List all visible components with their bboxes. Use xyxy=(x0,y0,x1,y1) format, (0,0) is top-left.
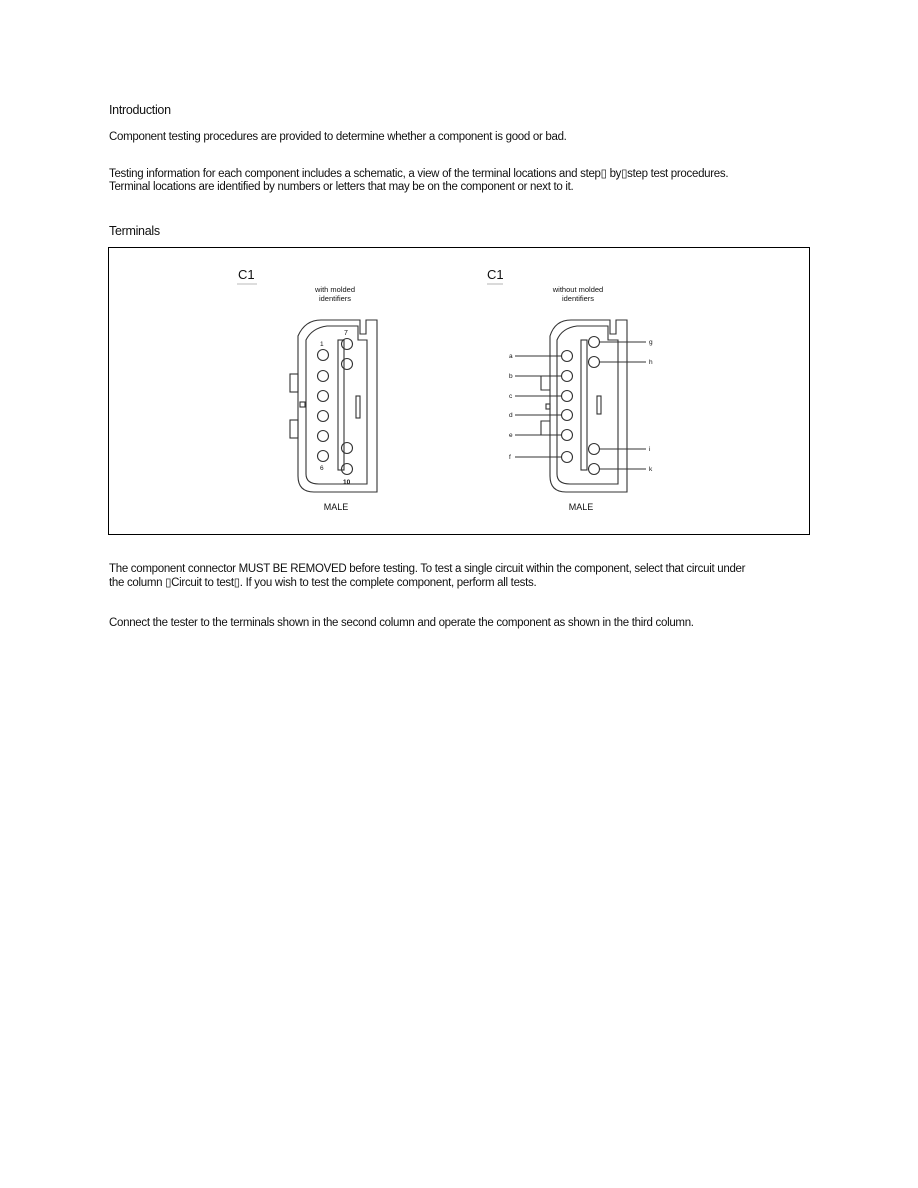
terminals-heading: Terminals xyxy=(109,224,160,238)
terminal-info-line-2: Terminal locations are identified by numbers or letters that may be on the component or next to it. xyxy=(109,181,574,193)
terminal-letter-h: h xyxy=(649,359,653,366)
terminal-letter-b: b xyxy=(509,373,513,380)
left-gender-label: MALE xyxy=(323,502,349,512)
terminal-info-line-1: Testing information for each component includes a schematic, a view of the terminal locations and step▯ by▯step test procedures. xyxy=(109,168,729,180)
connector-diagram xyxy=(109,248,811,536)
right-gender-label: MALE xyxy=(568,502,594,512)
left-caption-line-2: identifiers xyxy=(318,294,352,303)
terminal-letter-f: f xyxy=(509,454,511,461)
introduction-heading: Introduction xyxy=(109,103,171,117)
terminal-letter-a: a xyxy=(509,353,513,360)
terminal-letter-g: g xyxy=(649,339,653,346)
terminal-letter-d: d xyxy=(509,412,513,419)
removal-note-line-1: The component connector MUST BE REMOVED before testing. To test a single circuit within the component, select that circuit under xyxy=(109,563,746,575)
terminal-letter-k: k xyxy=(649,466,653,473)
pin-label-7: 7 xyxy=(344,330,348,337)
intro-paragraph: Component testing procedures are provided to determine whether a component is good or bad. xyxy=(109,131,567,143)
terminal-letter-e: e xyxy=(509,432,513,439)
right-caption-line-2: identifiers xyxy=(561,294,595,303)
terminal-letter-i: i xyxy=(649,446,651,453)
right-caption-line-1: without molded xyxy=(552,285,604,294)
pin-label-6: 6 xyxy=(320,465,324,472)
left-caption-line-1: with molded xyxy=(314,285,356,294)
tester-instruction: Connect the tester to the terminals shown in the second column and operate the component as shown in the third column. xyxy=(109,617,694,629)
terminal-letter-c: c xyxy=(509,393,513,400)
left-connector-label: C1 xyxy=(238,267,255,282)
connector-diagram-frame xyxy=(108,247,810,535)
pin-label-10: 10 xyxy=(343,479,351,486)
removal-note-line-2: the column ▯Circuit to test▯. If you wish to test the complete component, perform all tests. xyxy=(109,577,537,589)
pin-label-1: 1 xyxy=(320,341,324,348)
right-connector-label: C1 xyxy=(487,267,504,282)
